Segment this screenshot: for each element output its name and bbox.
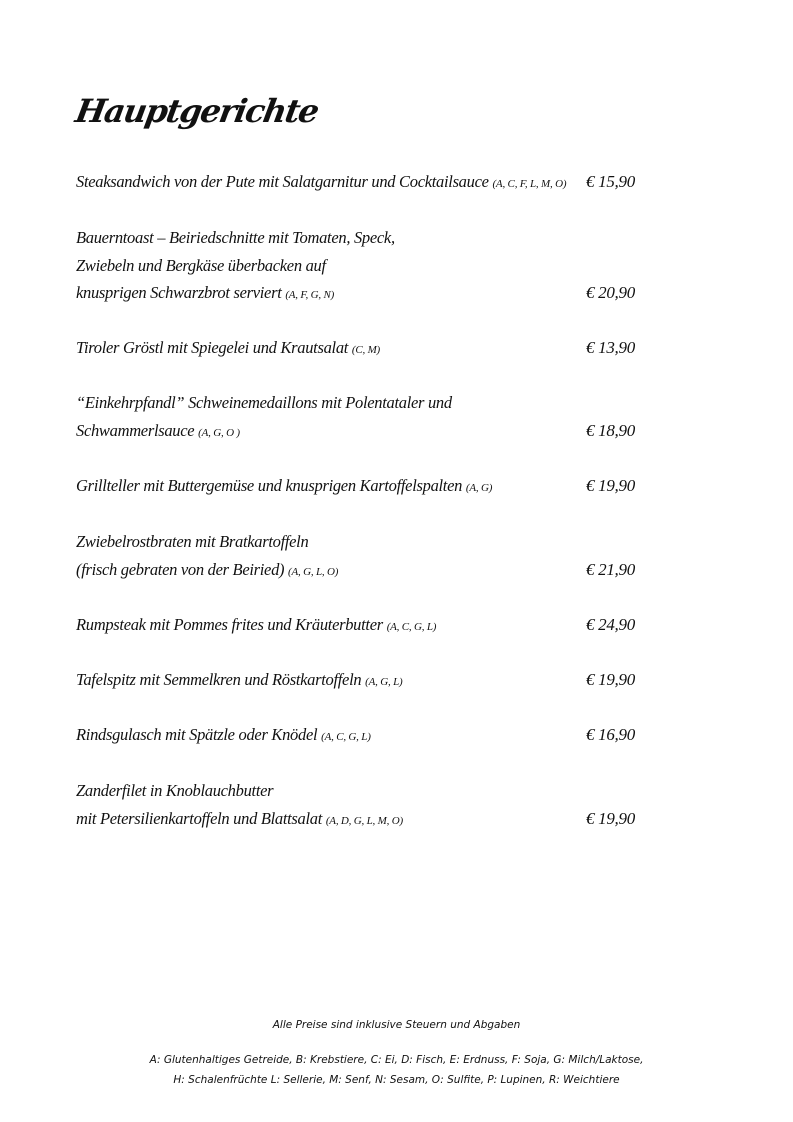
- menu-item-line: [76, 252, 638, 280]
- menu-item-line: [76, 472, 638, 500]
- menu-item: [76, 611, 638, 639]
- dish-text: Rumpsteak mit Pommes frites und Kräuterbutter: [76, 615, 383, 634]
- menu-item-line: [76, 721, 638, 749]
- dish-text: Grillteller mit Buttergemüse und knusprigen Kartoffelspalten: [76, 476, 463, 495]
- dish-text: Steaksandwich von der Pute mit Salatgarnitur und Cocktailsauce: [76, 172, 489, 191]
- dish-text: (frisch gebraten von der Beiried): [76, 559, 285, 579]
- tax-note: Alle Preise sind inklusive Steuern und Abgaben: [272, 1019, 521, 1031]
- dish-text: knusprigen Schwarzbrot serviert: [76, 283, 282, 302]
- menu-item: [76, 721, 638, 749]
- menu-item-line: [76, 777, 638, 805]
- menu-item-line: [76, 334, 638, 362]
- dish-price: € 21,90: [586, 559, 635, 579]
- menu-item: [76, 472, 638, 500]
- menu-item: [76, 389, 638, 444]
- dish-text: Zwiebelrostbraten mit Bratkartoffeln: [76, 532, 309, 551]
- menu-item-line: [76, 224, 638, 252]
- allergen-legend-line: H: Schalenfrüchte L: Sellerie, M: Senf, N: Sesam, O: Sulfite, P: Lupinen, R: Weichtiere: [173, 1074, 620, 1086]
- dish-text: Zanderfilet in Knoblauchbutter: [76, 781, 274, 800]
- allergen-legend-line: A: Glutenhaltiges Getreide, B: Krebstiere, C: Ei, D: Fisch, E: Erdnuss, F: Soja, G: Milch/Laktose,: [149, 1054, 644, 1066]
- menu-item-line: [76, 528, 638, 556]
- allergen-codes: (A, G): [465, 482, 493, 494]
- menu-item: [76, 528, 638, 583]
- dish-price: € 20,90: [586, 283, 635, 302]
- dish-text: Rindsgulasch mit Spätzle oder Knödel: [76, 725, 318, 744]
- menu-item: [76, 168, 638, 196]
- allergen-legend: [0, 1050, 793, 1090]
- allergen-codes: (A, C, F, L, M, O): [492, 178, 567, 190]
- menu-item: [76, 334, 638, 362]
- dish-text: Zwiebeln und Bergkäse überbacken auf: [76, 255, 326, 275]
- menu-item: [76, 777, 638, 832]
- dish-price: € 19,90: [586, 476, 635, 495]
- dish-text: Tiroler Gröstl mit Spiegelei und Krautsalat: [76, 338, 349, 357]
- allergen-codes: (C, M): [351, 344, 381, 356]
- allergen-codes: (A, D, G, L, M, O): [325, 814, 403, 827]
- dish-text: Schwammerlsauce: [76, 420, 195, 440]
- dish-price: € 13,90: [586, 338, 635, 357]
- menu-item: [76, 666, 638, 694]
- dish-price: € 16,90: [586, 725, 635, 744]
- menu-item: [76, 224, 638, 307]
- dish-price: € 19,90: [586, 670, 635, 689]
- menu-item-line: [76, 389, 638, 417]
- menu-item-line: [76, 556, 638, 584]
- dish-price: € 18,90: [586, 420, 635, 440]
- allergen-codes: (A, G, O ): [198, 426, 240, 439]
- dish-text: Bauerntoast – Beiriedschnitte mit Tomaten, Speck,: [76, 228, 395, 247]
- menu-item-line: [76, 611, 638, 639]
- allergen-codes: (A, G, L, O): [288, 565, 339, 578]
- menu-item-line: [76, 805, 638, 833]
- dish-price: € 19,90: [586, 808, 635, 828]
- menu-item-line: [76, 279, 638, 307]
- allergen-codes: (A, F, G, N): [285, 289, 335, 301]
- allergen-codes: (A, C, G, L): [321, 731, 371, 743]
- dish-price: € 15,90: [586, 172, 635, 191]
- dish-price: € 24,90: [586, 615, 635, 634]
- menu-item-line: [76, 666, 638, 694]
- menu-item-line: [76, 417, 638, 445]
- dish-text: “Einkehrpfandl” Schweinemedaillons mit Polentataler und: [76, 393, 452, 412]
- allergen-codes: (A, G, L): [365, 676, 403, 688]
- dish-text: mit Petersilienkartoffeln und Blattsalat: [76, 808, 323, 828]
- menu-item-line: [76, 168, 638, 196]
- page-title: Hauptgerichte: [72, 92, 321, 130]
- allergen-codes: (A, C, G, L): [386, 621, 437, 633]
- dish-text: Tafelspitz mit Semmelkren und Röstkartoffeln: [76, 670, 362, 689]
